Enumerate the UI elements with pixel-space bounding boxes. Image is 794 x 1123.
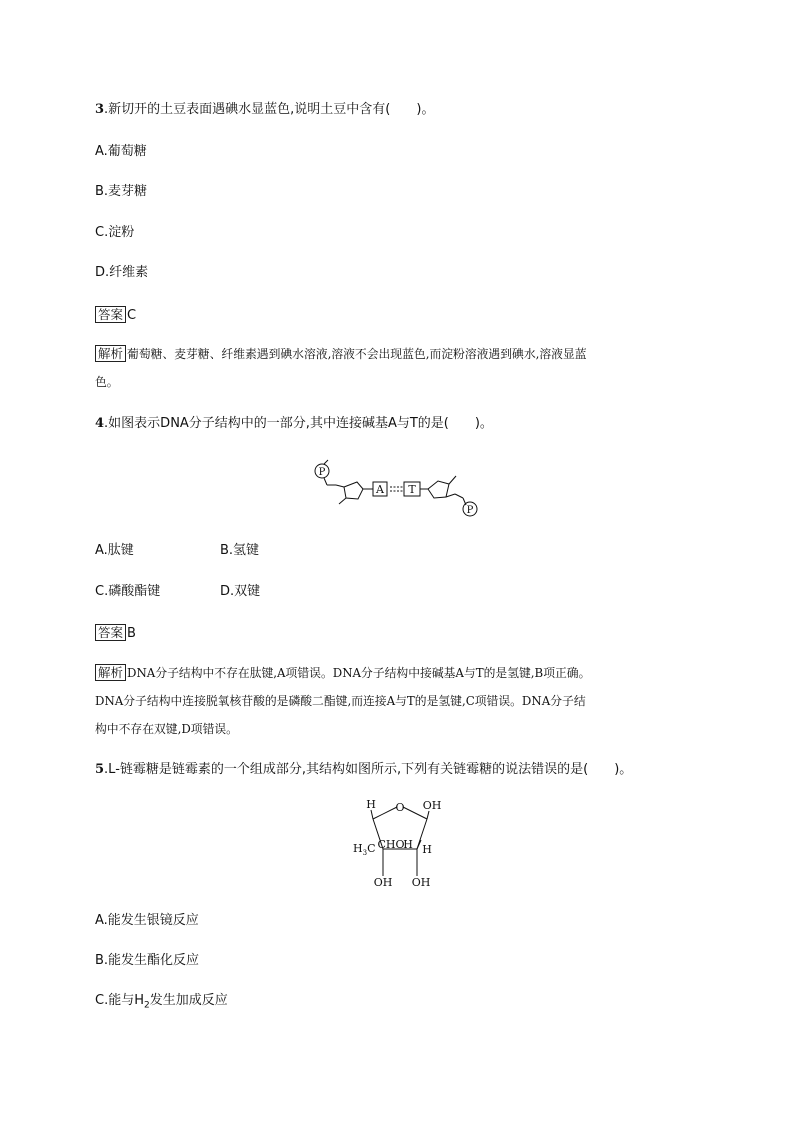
q5-number: 5 [95, 762, 105, 777]
answer-tag: 答案 [95, 306, 126, 323]
q3-answer [95, 306, 136, 324]
sugar-ring-left [344, 482, 363, 499]
q3-analysis-text1: 葡萄糖、麦芽糖、纤维素遇到碘水溶液,溶液不会出现蓝色,而淀粉溶液遇到碘水,溶液显蓝 [127, 347, 587, 361]
q3-answer-value: C [127, 308, 137, 323]
q5-option-b: B.能发生酯化反应 [95, 953, 200, 968]
cho-label: CHO [377, 838, 405, 851]
h-top-left-label: H [366, 798, 376, 811]
base-a-label: A [376, 483, 384, 496]
answer-tag: 答案 [95, 624, 126, 641]
q5-stem-text: .L-链霉糖是链霉素的一个组成部分,其结构如图所示,下列有关链霉糖的说法错误的是( )。 [104, 762, 633, 777]
oh-top-right-label: OH [422, 799, 442, 812]
h-right-label: H [422, 843, 432, 856]
ring-oxygen-label: O [395, 801, 405, 814]
q3-analysis [95, 340, 695, 396]
q3-stem [95, 102, 434, 118]
base-t-label: T [408, 483, 416, 496]
q4-option-c: C.磷酸酯键 [95, 584, 161, 599]
q3-option-c: C.淀粉 [95, 225, 135, 240]
q5-option-c-suffix: 发生加成反应 [149, 993, 228, 1008]
q4-option-b: B.氢键 [220, 543, 260, 558]
phosphate-label-right: P [466, 505, 474, 516]
q4-analysis-line2: DNA分子结构中连接脱氧核苷酸的是磷酸二酯键,而连接A与T的是氢键,C项错误。DNA分子结 [95, 694, 586, 708]
q4-option-a: A.肽键 [95, 543, 134, 558]
q5-option-c-prefix: C.能与H [95, 993, 144, 1008]
ch3-label: $H_3C$ [353, 842, 376, 857]
analysis-tag: 解析 [95, 664, 126, 681]
q3-option-a: A.葡萄糖 [95, 144, 147, 159]
dna-structure-figure [310, 458, 485, 520]
q3-analysis-line2: 色。 [95, 375, 119, 389]
q4-number: 4 [95, 416, 105, 431]
q4-analysis-text1: DNA分子结构中不存在肽键,A项错误。DNA分子结构中接碱基A与T的是氢键,B项正确。 [127, 666, 591, 680]
sugar-ring-right [428, 481, 449, 498]
q3-stem-text: .新切开的土豆表面遇碘水显蓝色,说明土豆中含有( )。 [104, 102, 435, 117]
q4-analysis [95, 659, 695, 743]
q4-answer-value: B [127, 626, 136, 641]
q4-stem-text: .如图表示DNA分子结构中的一部分,其中连接碱基A与T的是( )。 [104, 416, 493, 431]
q3-number: 3 [95, 102, 105, 117]
q5-option-c-sub: 2 [144, 1000, 150, 1011]
q3-option-d: D.纤维素 [95, 265, 149, 280]
q4-option-d: D.双键 [220, 584, 261, 599]
q5-option-c [95, 993, 228, 1014]
oh-bottom-right-label: OH [411, 876, 431, 889]
q4-analysis-line1 [95, 659, 695, 687]
q5-option-a: A.能发生银镜反应 [95, 913, 199, 928]
oh-bottom-left-label: OH [373, 876, 393, 889]
streptose-structure-figure [345, 798, 455, 890]
q3-analysis-line1 [95, 340, 695, 368]
q4-answer [95, 624, 136, 642]
phosphate-label-left: P [318, 467, 326, 478]
q5-stem [95, 762, 632, 778]
q4-analysis-line3: 构中不存在双键,D项错误。 [95, 722, 238, 736]
q4-stem [95, 416, 493, 432]
q3-option-b: B.麦芽糖 [95, 184, 148, 199]
h-inner-right-label: H [403, 838, 413, 851]
analysis-tag: 解析 [95, 345, 126, 362]
